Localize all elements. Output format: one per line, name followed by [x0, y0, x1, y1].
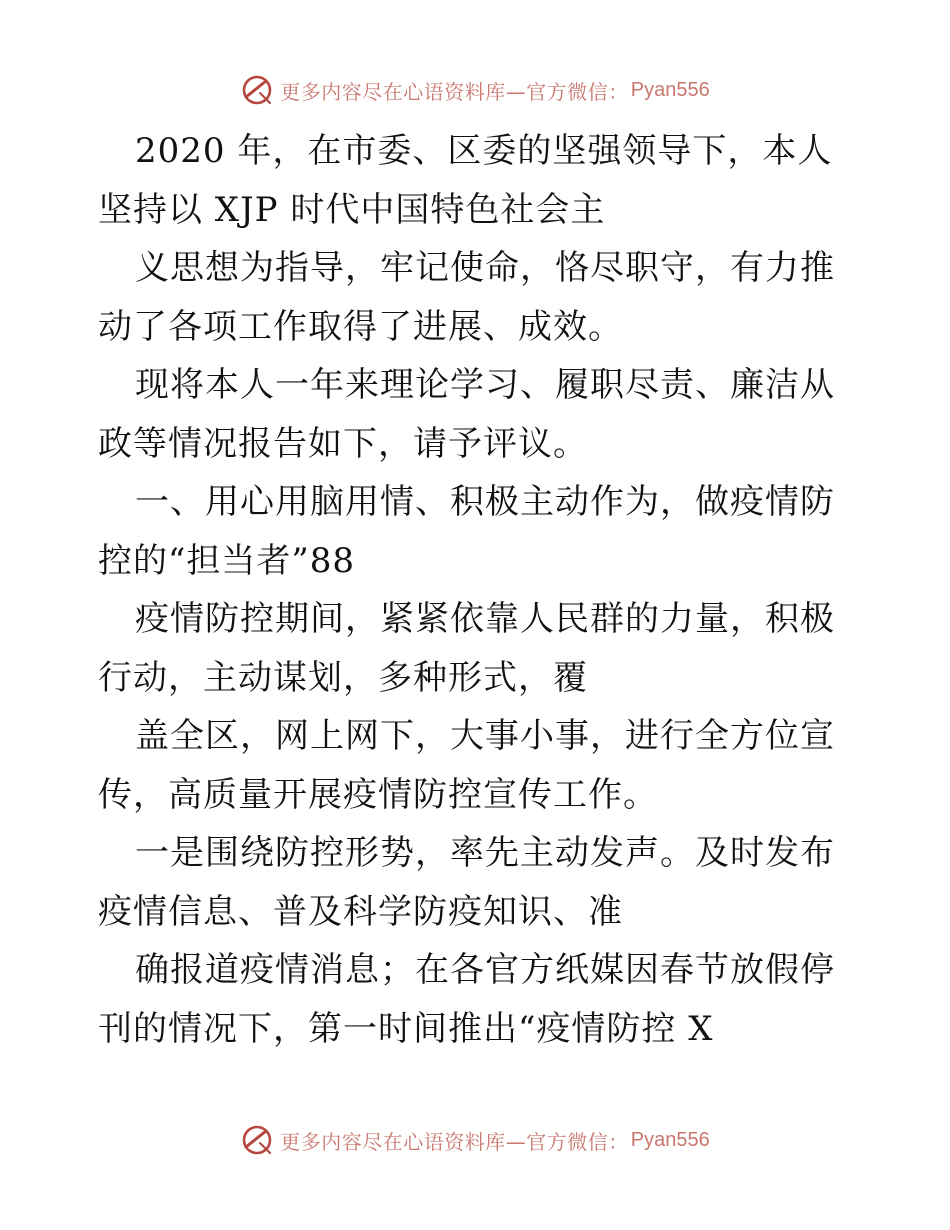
- paragraph: 义思想为指导，牢记使命，恪尽职守，有力推动了各项工作取得了进展、成效。: [98, 248, 835, 347]
- paragraph: 现将本人一年来理论学习、履职尽责、廉洁从政等情况报告如下，请予评议。: [98, 365, 835, 464]
- paragraph: 盖全区，网上网下，大事小事，进行全方位宣传，高质量开展疫情防控宣传工作。: [98, 716, 835, 815]
- pen-logo-icon: [240, 73, 274, 107]
- header-wechat-id: Pyan556: [630, 78, 710, 101]
- paragraph: 一是围绕防控形势，率先主动发声。及时发布疫情信息、普及科学防疫知识、准: [98, 833, 835, 932]
- header-banner-text: 更多内容尽在心语资料库—官方微信：: [280, 79, 629, 104]
- footer-banner-text: 更多内容尽在心语资料库—官方微信：: [280, 1129, 629, 1154]
- footer-watermark-banner: [0, 1120, 950, 1160]
- section-heading: 一、用心用脑用情、积极主动作为，做疫情防控的“担当者”88: [98, 482, 835, 581]
- paragraph: 确报道疫情消息；在各官方纸媒因春节放假停刊的情况下，第一时间推出“疫情防控 X: [98, 950, 835, 1049]
- document-body: [98, 122, 858, 1058]
- footer-wechat-id: Pyan556: [630, 1128, 710, 1151]
- pen-logo-icon: [240, 1123, 274, 1157]
- paragraph: 2020 年，在市委、区委的坚强领导下，本人坚持以 XJP 时代中国特色社会主: [98, 131, 833, 230]
- paragraph: 疫情防控期间，紧紧依靠人民群的力量，积极行动，主动谋划，多种形式，覆: [98, 599, 835, 698]
- header-watermark-banner: [0, 70, 950, 110]
